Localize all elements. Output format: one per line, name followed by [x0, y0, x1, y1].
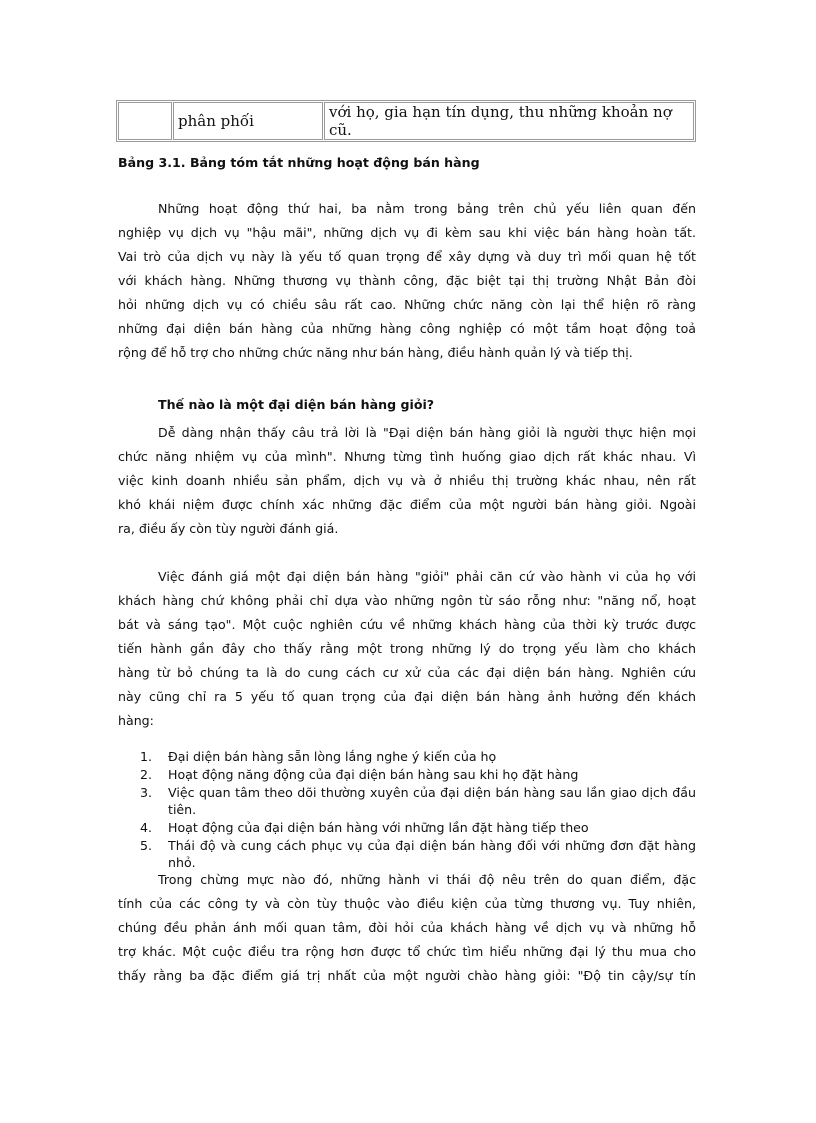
list-number: 5. — [140, 838, 153, 853]
list-text: Việc quan tâm theo dõi thường xuyên của đại diện bán hàng sau lần giao dịch đầu tiên. — [168, 785, 696, 817]
list-text: Hoạt động năng động của đại diện bán hàng sau khi họ đặt hàng — [168, 767, 579, 782]
paragraph-line: Trong chừng mực nào đó, những hành vi thái độ nêu trên do quan điểm, đặc — [158, 872, 696, 887]
paragraph-line: tính của các công ty và còn tùy thuộc vào điều kiện của từng thương vụ. Tuy nhiên, — [118, 896, 696, 911]
paragraph-line: những đại diện bán hàng của những hàng công nghiệp có một tầm hoạt động toả — [118, 321, 696, 336]
list-text: Thái độ và cung cách phục vụ của đại diện bán hàng đối với những đơn đặt hàng nhỏ. — [168, 838, 696, 870]
table-caption: Bảng 3.1. Bảng tóm tắt những hoạt động bán hàng — [118, 155, 480, 170]
paragraph-line: hàng: — [118, 713, 154, 728]
paragraph-1 — [118, 197, 696, 365]
list-number: 2. — [140, 767, 153, 782]
activities-table — [116, 100, 696, 142]
list-item — [118, 819, 696, 836]
list-item — [118, 748, 696, 765]
list-text: Đại diện bán hàng sẵn lòng lắng nghe ý kiến của họ — [168, 749, 497, 764]
table-cell-index — [118, 102, 172, 140]
table-cell-description: với họ, gia hạn tín dụng, thu những khoản nợ cũ. — [324, 102, 694, 140]
paragraph-line: chức năng nhiệm vụ của mình". Nhưng từng tình huống giao dịch rất khác nhau. Vì — [118, 449, 696, 464]
list-item — [118, 784, 696, 818]
paragraph-line: nghiệp vụ dịch vụ "hậu mãi", những dịch vụ đi kèm sau khi việc bán hàng hoàn tất. — [118, 225, 696, 240]
list-text: Hoạt động của đại diện bán hàng với những lần đặt hàng tiếp theo — [168, 820, 589, 835]
paragraph-line: bát và sáng tạo". Một cuộc nghiên cứu về những khách hàng của thời kỳ trước được — [118, 617, 696, 632]
paragraph-line: rộng để hỗ trợ cho những chức năng như bán hàng, điều hành quản lý và tiếp thị. — [118, 345, 633, 360]
paragraph-line: việc kinh doanh nhiều sản phẩm, dịch vụ và ở nhiều thị trường khác nhau, nên rất — [118, 473, 696, 488]
paragraph-3 — [118, 565, 696, 733]
paragraph-line: khó khái niệm được chính xác những đặc điểm của một người bán hàng giỏi. Ngoài — [118, 497, 696, 512]
list-item — [118, 837, 696, 871]
table-row — [118, 102, 694, 140]
paragraph-line: trợ khác. Một cuộc điều tra rộng hơn được tổ chức tìm hiểu những đại lý thu mua cho — [118, 944, 696, 959]
paragraph-line: thấy rằng ba đặc điểm giá trị nhất của một người chào hàng giỏi: "Độ tin cậy/sự tín — [118, 968, 696, 983]
factors-list — [118, 748, 696, 871]
paragraph-line: Vai trò của dịch vụ này là yếu tố quan trọng để xây dựng và duy trì mối quan hệ tốt — [118, 249, 696, 264]
list-number: 1. — [140, 749, 153, 764]
paragraph-4 — [118, 868, 696, 988]
list-item — [118, 766, 696, 783]
paragraph-line: khách hàng chứ không phải chỉ dựa vào những ngôn từ sáo rỗng như: "năng nổ, hoạt — [118, 593, 696, 608]
paragraph-line: Những hoạt động thứ hai, ba nằm trong bảng trên chủ yếu liên quan đến — [158, 201, 696, 216]
paragraph-line: ra, điều ấy còn tùy người đánh giá. — [118, 521, 339, 536]
paragraph-line: hàng từ bỏ chúng ta là do cung cách cư xử của các đại diện bán hàng. Nghiên cứu — [118, 665, 696, 680]
paragraph-line: Việc đánh giá một đại diện bán hàng "giỏi" phải căn cứ vào hành vi của họ với — [158, 569, 696, 584]
paragraph-line: Dễ dàng nhận thấy câu trả lời là "Đại diện bán hàng giỏi là người thực hiện mọi — [158, 425, 696, 440]
paragraph-line: với khách hàng. Những thương vụ thành công, đặc biệt tại thị trường Nhật Bản đòi — [118, 273, 696, 288]
table-cell-activity: phân phối — [173, 102, 323, 140]
list-number: 3. — [140, 785, 153, 800]
paragraph-line: này cũng chỉ ra 5 yếu tố quan trọng của đại diện bán hàng ảnh hưởng đến khách — [118, 689, 696, 704]
table-fragment — [116, 100, 696, 140]
paragraph-line: tiến hành gần đây cho thấy rằng một trong những lý do trọng yếu làm cho khách — [118, 641, 696, 656]
paragraph-line: chúng đều phản ánh mối quan tâm, đòi hỏi của khách hàng về dịch vụ và những hỗ — [118, 920, 696, 935]
paragraph-2 — [118, 421, 696, 541]
list-number: 4. — [140, 820, 153, 835]
paragraph-line: hỏi những dịch vụ có chiều sâu rất cao. Những chức năng còn lại thể hiện rõ ràng — [118, 297, 696, 312]
section-heading: Thế nào là một đại diện bán hàng giỏi? — [158, 397, 435, 412]
